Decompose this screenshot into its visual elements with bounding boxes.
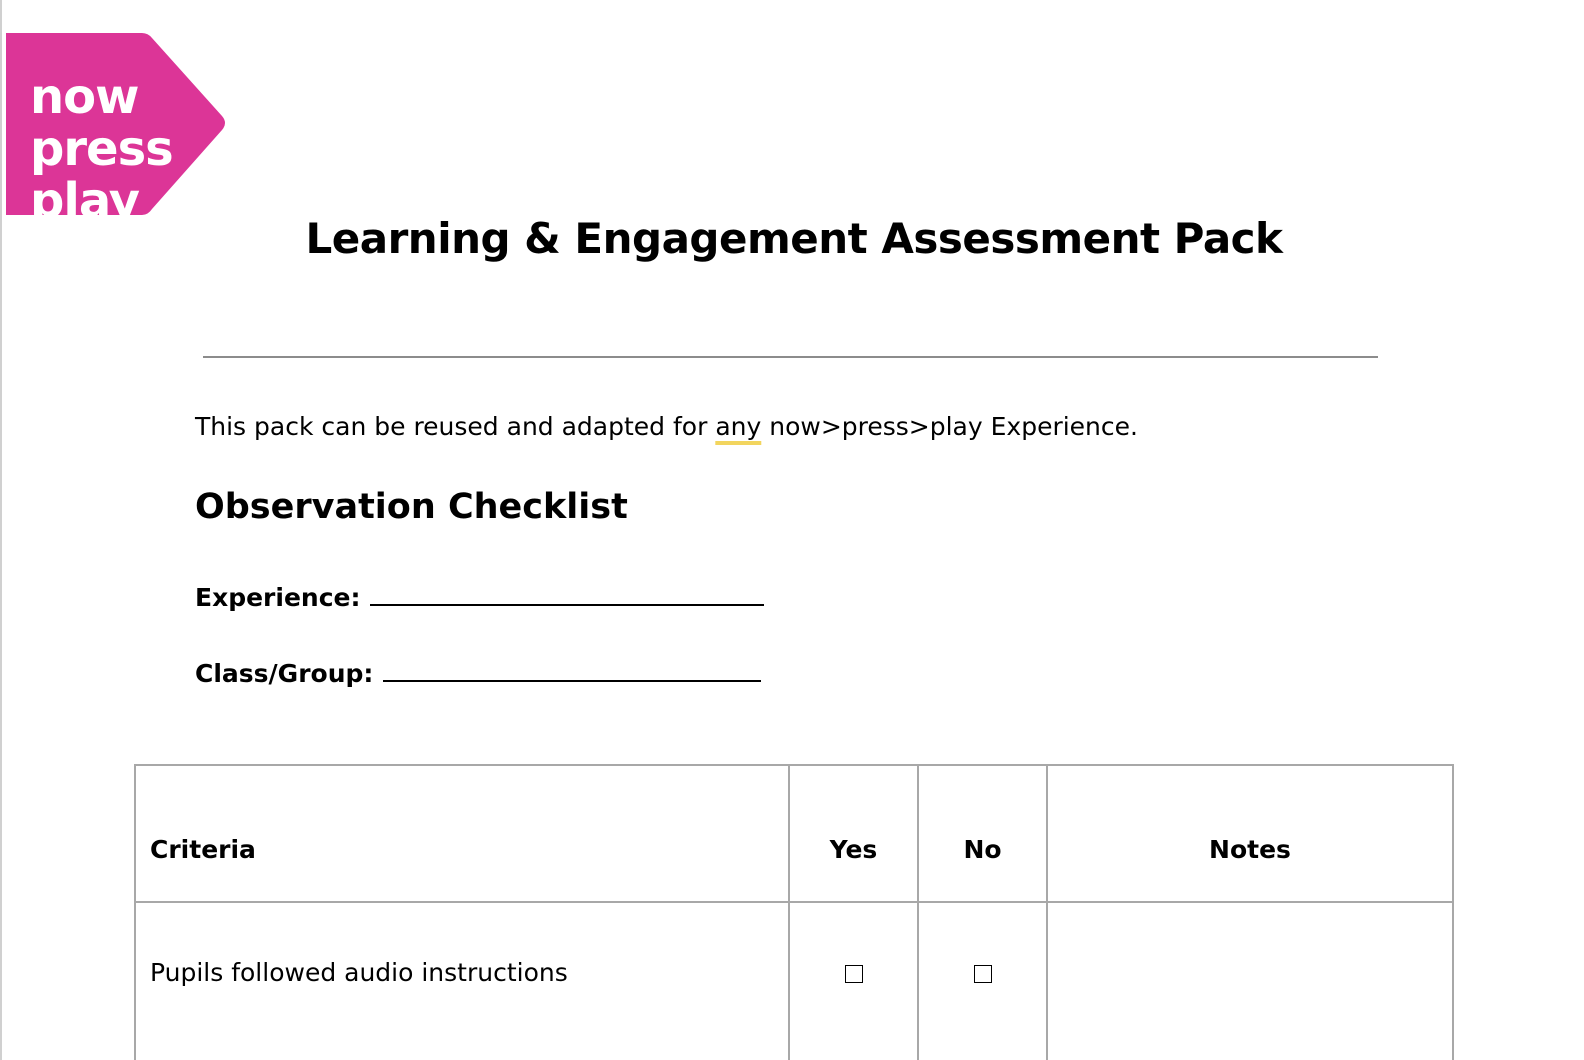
logo-wordmark	[30, 71, 173, 227]
section-heading: Observation Checklist	[195, 487, 628, 527]
notes-cell[interactable]	[1047, 902, 1453, 1060]
table-row	[135, 902, 1453, 1060]
now-press-play-logo	[6, 33, 228, 229]
logo-word-press: press	[30, 121, 173, 177]
observation-checklist-table	[134, 764, 1454, 1060]
experience-blank-line[interactable]	[370, 578, 764, 606]
class-group-label: Class/Group:	[195, 659, 374, 688]
document-title: Learning & Engagement Assessment Pack	[305, 214, 1283, 263]
header-yes: Yes	[789, 765, 918, 902]
class-group-field[interactable]	[195, 654, 761, 688]
intro-text-start: This pack can be reused and adapted for	[195, 412, 716, 441]
table-header-row	[135, 765, 1453, 902]
intro-paragraph[interactable]	[195, 410, 1138, 444]
logo-word-play: play	[30, 173, 140, 229]
no-cell	[918, 902, 1047, 1060]
experience-field[interactable]	[195, 578, 764, 612]
horizontal-rule	[203, 356, 1378, 358]
intro-text-end: now>press>play Experience.	[761, 412, 1138, 441]
header-criteria: Criteria	[135, 765, 789, 902]
flagged-word[interactable]: any	[715, 412, 762, 441]
no-checkbox[interactable]	[974, 965, 992, 983]
header-notes: Notes	[1047, 765, 1453, 902]
criteria-cell: Pupils followed audio instructions	[135, 902, 789, 1060]
experience-label: Experience:	[195, 583, 361, 612]
yes-cell	[789, 902, 918, 1060]
yes-checkbox[interactable]	[845, 965, 863, 983]
header-no: No	[918, 765, 1047, 902]
logo-word-now: now	[30, 69, 139, 125]
class-group-blank-line[interactable]	[383, 654, 761, 682]
